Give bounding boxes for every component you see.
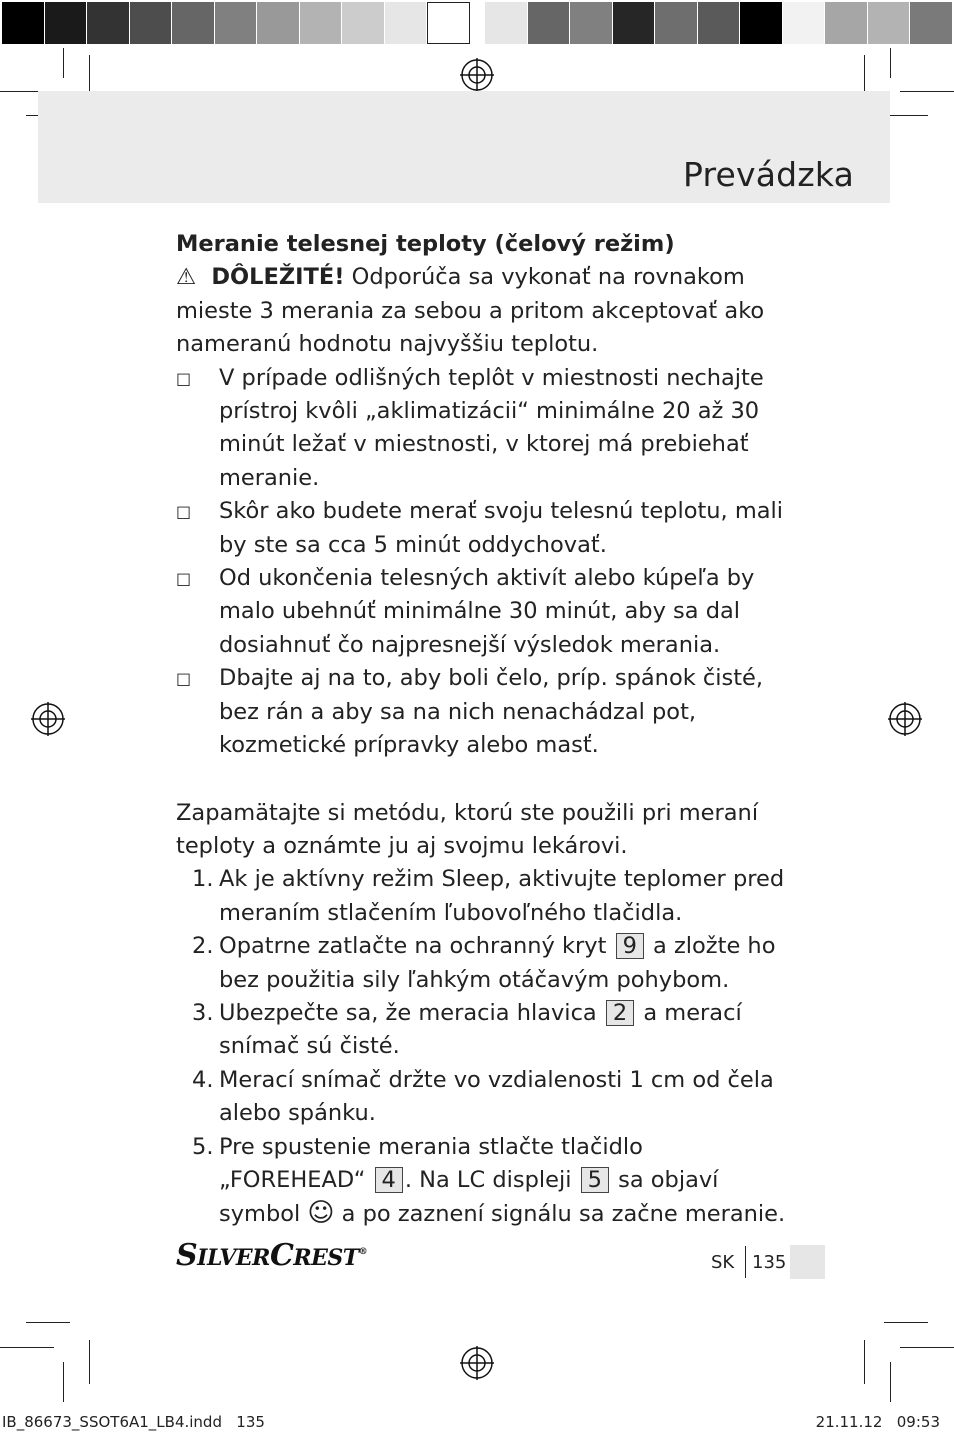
warning-text: Odporúča sa vykonať na rovnakom mieste 3 merania za sebou a pritom akceptovať ako nameranú hodnotu najvyššiu teplotu.	[176, 264, 765, 358]
checkbox-bullet-icon: □	[176, 669, 192, 689]
registration-mark-icon	[460, 1346, 494, 1380]
color-swatch	[342, 2, 385, 44]
step-text: Ubezpečte sa, že meracia hlavica	[219, 999, 604, 1026]
crop-mark	[26, 1322, 70, 1323]
registration-mark-icon	[31, 702, 65, 736]
crop-mark	[900, 1347, 954, 1348]
color-swatch	[2, 2, 45, 44]
color-swatch	[910, 2, 953, 44]
color-swatch	[783, 2, 826, 44]
color-swatch	[528, 2, 571, 44]
step-text: Opatrne zatlačte na ochranný kryt	[219, 933, 614, 960]
crop-mark	[900, 91, 954, 92]
color-swatch	[215, 2, 258, 44]
list-item	[176, 662, 796, 762]
crop-mark	[884, 115, 928, 116]
color-swatch	[172, 2, 215, 44]
step-text: . Na LC displeji	[404, 1166, 579, 1193]
print-slug-datetime: 21.11.12 09:53	[815, 1413, 940, 1431]
color-swatch	[130, 2, 173, 44]
page-title: Prevádzka	[682, 155, 854, 194]
color-swatch	[740, 2, 783, 44]
checkbox-bullet-icon: □	[176, 569, 192, 589]
crop-mark	[884, 1322, 928, 1323]
step-text: Ak je aktívny režim Sleep, aktivujte teplomer pred meraním stlačením ľubovoľného tlačidla.	[219, 866, 785, 926]
color-swatch	[868, 2, 911, 44]
step-text: Merací snímač držte vo vzdialenosti 1 cm od čela alebo spánku.	[219, 1066, 774, 1127]
color-swatch	[655, 2, 698, 44]
step-text: a po zaznení signálu sa začne meranie.	[334, 1201, 786, 1228]
color-swatch	[427, 2, 470, 44]
crop-mark	[89, 1340, 90, 1384]
step-text: a zložte ho bez použitia sily ľahkým otáčavým pohybom.	[219, 933, 776, 993]
color-swatch	[698, 2, 741, 44]
crop-mark	[864, 1340, 865, 1384]
color-swatch	[300, 2, 343, 44]
color-bar-left	[2, 2, 470, 44]
crop-mark	[0, 1347, 54, 1348]
crop-mark	[63, 48, 64, 78]
list-item-text: Dbajte aj na to, aby boli čelo, príp. spánok čisté, bez rán a aby sa na nich nenachádzal pot, kozmetické prípravky alebo masť.	[219, 665, 764, 759]
list-item	[176, 562, 796, 662]
step-number: 1.	[192, 866, 214, 893]
warning-label: DÔLEŽITÉ!	[211, 264, 345, 291]
crop-mark	[63, 1362, 64, 1402]
smiley-icon: ☺	[307, 1198, 335, 1229]
step-number: 5.	[192, 1133, 214, 1160]
part-reference-box: 5	[581, 1167, 609, 1193]
color-swatch	[45, 2, 88, 44]
list-item	[176, 362, 796, 496]
part-reference-box: 4	[375, 1167, 403, 1193]
checkbox-bullet-icon: □	[176, 368, 192, 388]
crop-mark	[890, 1362, 891, 1402]
registration-mark-icon	[460, 58, 494, 92]
step-text: Pre spustenie merania stlačte tlačidlo „FOREHEAD“	[219, 1133, 643, 1193]
list-item-text: V prípade odlišných teplôt v miestnosti nechajte prístroj kvôli „aklimatizácii“ minimálne 20 až 30 minút ležať v miestnosti, v ktorej má prebiehať meranie.	[219, 364, 764, 491]
step-item	[176, 863, 796, 930]
print-slug-file: IB_86673_SSOT6A1_LB4.indd 135	[2, 1413, 265, 1431]
section-heading: Meranie telesnej teploty (čelový režim)	[176, 231, 675, 257]
step-item	[176, 1064, 796, 1131]
footer-tab	[790, 1245, 825, 1279]
step-text: a merací snímač sú čisté.	[219, 999, 742, 1060]
silvercrest-logo: SILVERCREST®	[176, 1238, 368, 1273]
step-item	[176, 997, 796, 1064]
step-text: sa objaví symbol	[219, 1166, 719, 1228]
part-reference-box: 9	[616, 933, 644, 959]
intro-paragraph: Zapamätajte si metódu, ktorú ste použili pri meraní teploty a oznámte ju aj svojmu lekárovi.	[176, 799, 759, 859]
color-bar-right	[485, 2, 953, 44]
color-swatch	[613, 2, 656, 44]
list-item-text: Od ukončenia telesných aktivít alebo kúpeľa by malo ubehnúť minimálne 30 minút, aby sa dal dosiahnuť čo najpresnejší výsledok merania.	[219, 565, 755, 658]
part-reference-box: 2	[606, 1000, 634, 1026]
footer-divider	[745, 1246, 746, 1278]
color-swatch	[485, 2, 528, 44]
step-number: 3.	[192, 999, 214, 1026]
crop-mark	[890, 48, 891, 78]
page-number: 135	[752, 1252, 787, 1273]
color-swatch	[570, 2, 613, 44]
checkbox-bullet-icon: □	[176, 502, 192, 522]
color-swatch	[825, 2, 868, 44]
main-content	[176, 228, 796, 1232]
step-item	[176, 930, 796, 997]
step-number: 2.	[192, 933, 214, 960]
registration-mark-icon	[888, 702, 922, 736]
warning-icon: ⚠	[176, 264, 197, 291]
color-swatch	[385, 2, 428, 44]
list-item-text: Skôr ako budete merať svoju telesnú teplotu, mali by ste sa cca 5 minút oddychovať.	[219, 498, 784, 558]
color-swatch	[87, 2, 130, 44]
warning-paragraph	[176, 261, 796, 361]
step-item	[176, 1131, 796, 1232]
language-code: SK	[711, 1252, 735, 1273]
step-number: 4.	[192, 1066, 214, 1093]
color-swatch	[257, 2, 300, 44]
list-item	[176, 495, 796, 562]
